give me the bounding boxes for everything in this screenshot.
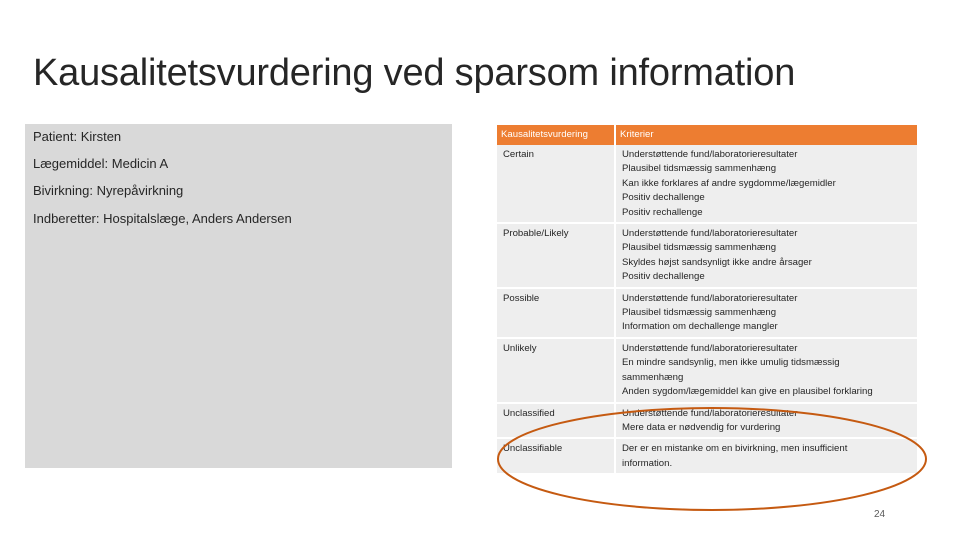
causality-category: Unclassified xyxy=(497,403,615,439)
criteria-cell xyxy=(615,288,918,338)
causality-category: Certain xyxy=(497,145,615,223)
criteria-cell xyxy=(615,223,918,288)
table-row xyxy=(497,145,918,223)
criteria-line: Kan ikke forklares af andre sygdomme/lægemidler xyxy=(622,177,836,189)
criteria-line: Positiv dechallenge xyxy=(622,271,705,283)
criteria-line: Understøttende fund/laboratorieresultater xyxy=(622,228,798,240)
criteria-line: Plausibel tidsmæssig sammenhæng xyxy=(622,163,777,175)
table-header-row xyxy=(497,125,918,145)
criteria-line: Understøttende fund/laboratorieresultater xyxy=(622,149,798,160)
criteria-line: Anden sygdom/lægemiddel kan give en plausibel forklaring xyxy=(622,386,873,398)
criteria-line: Understøttende fund/laboratorieresultater xyxy=(622,342,798,354)
table-row xyxy=(497,403,918,439)
causality-category: Possible xyxy=(497,288,615,338)
table-row xyxy=(497,438,918,474)
criteria-cell xyxy=(615,145,918,223)
causality-category: Probable/Likely xyxy=(497,223,615,288)
causality-category: Unclassifiable xyxy=(497,438,615,474)
criteria-line: Plausibel tidsmæssig sammenhæng xyxy=(622,242,777,254)
table-row xyxy=(497,288,918,338)
drug-label: Lægemiddel: Medicin A xyxy=(33,156,169,171)
criteria-line: sammenhæng xyxy=(622,371,684,383)
reporter-label: Indberetter: Hospitalslæge, Anders Andersen xyxy=(33,211,292,226)
slide-title: Kausalitetsvurdering ved sparsom information xyxy=(33,52,796,94)
criteria-line: Mere data er nødvendig for vurdering xyxy=(622,421,781,433)
criteria-cell xyxy=(615,338,918,403)
criteria-line: Information om dechallenge mangler xyxy=(622,321,778,333)
patient-label: Patient: Kirsten xyxy=(33,129,122,144)
table-row xyxy=(497,338,918,403)
header-kausalitetsvurdering: Kausalitetsvurdering xyxy=(497,125,615,145)
header-kriterier: Kriterier xyxy=(615,125,918,145)
table-row xyxy=(497,223,918,288)
criteria-line: Skyldes højst sandsynligt ikke andre årsager xyxy=(622,256,812,268)
criteria-line: Understøttende fund/laboratorieresultater xyxy=(622,292,798,304)
criteria-line: Understøttende fund/laboratorieresultater xyxy=(622,407,798,419)
criteria-cell xyxy=(615,403,918,439)
criteria-line: Der er en mistanke om en bivirkning, men insufficient xyxy=(622,443,848,455)
criteria-line: information. xyxy=(622,457,673,469)
causality-table xyxy=(497,125,919,475)
criteria-line: Positiv rechallenge xyxy=(622,206,703,218)
reaction-label: Bivirkning: Nyrepåvirkning xyxy=(33,183,184,198)
criteria-line: Plausibel tidsmæssig sammenhæng xyxy=(622,307,777,319)
case-info-panel xyxy=(25,124,452,468)
causality-category: Unlikely xyxy=(497,338,615,403)
criteria-line: En mindre sandsynlig, men ikke umulig tidsmæssig xyxy=(622,357,840,369)
criteria-line: Positiv dechallenge xyxy=(622,192,705,204)
table-body xyxy=(497,145,918,474)
criteria-cell xyxy=(615,438,918,474)
page-number: 24 xyxy=(874,509,886,520)
